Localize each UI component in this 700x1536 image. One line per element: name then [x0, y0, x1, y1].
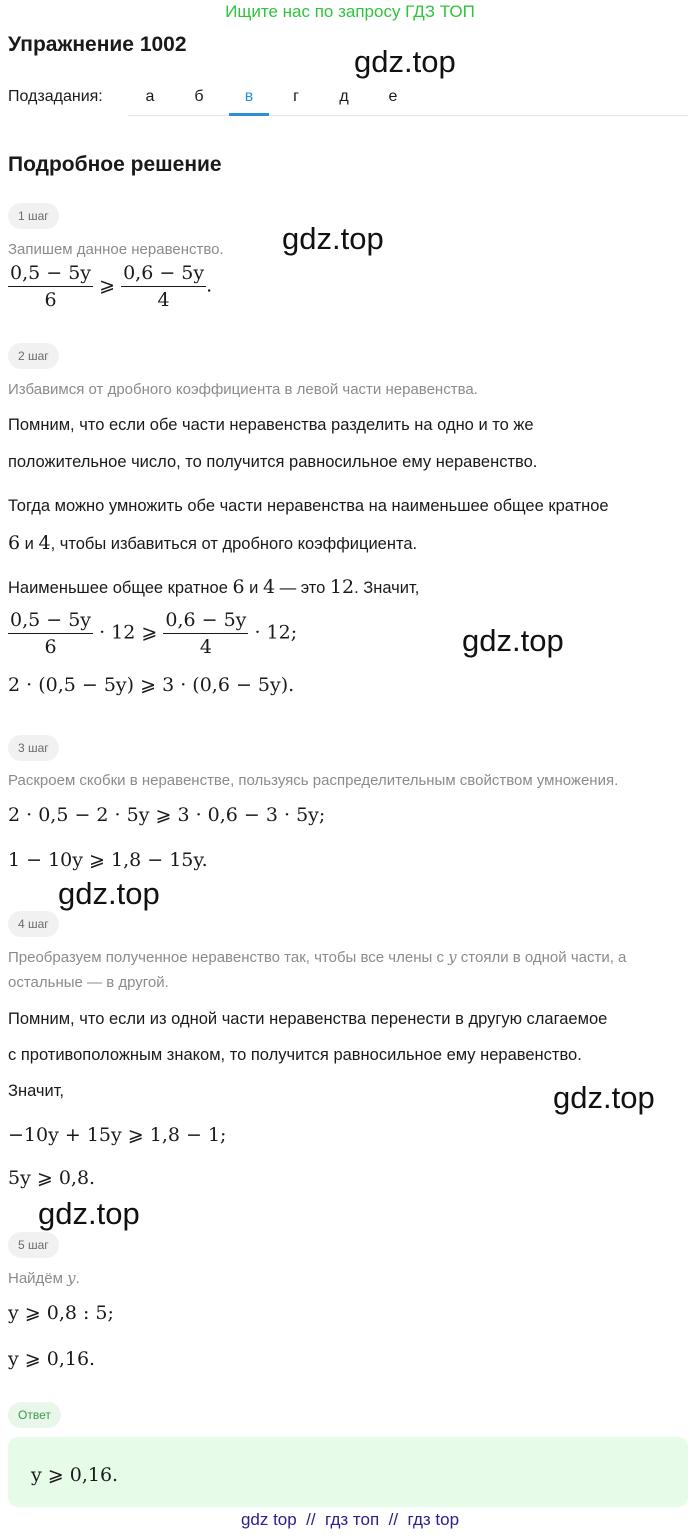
watermark: gdz.top: [38, 1196, 140, 1231]
step-caption: Раскроем скобки в неравенстве, пользуясь распределительным свойством умножения.: [8, 772, 619, 789]
watermark: gdz.top: [553, 1080, 655, 1115]
step-text: Значит,: [8, 1082, 65, 1100]
tab-e[interactable]: е: [388, 88, 398, 105]
tab-a[interactable]: а: [145, 88, 155, 105]
watermark: gdz.top: [462, 623, 564, 658]
fraction-right: $\frac{0,6 - 5y}{4}$: [123, 262, 205, 311]
step-badge: 1 шаг: [8, 203, 59, 229]
subtasks-label: Подзадания:: [8, 88, 103, 105]
step-caption: Найдём y.: [8, 1269, 80, 1287]
tab-b[interactable]: б: [194, 88, 204, 105]
step4-line1: −10y + 15y ⩾ 1,8 − 1;: [8, 1124, 227, 1146]
step-caption: Запишем данное неравенство.: [8, 241, 224, 258]
step1-formula: $\frac{0,5 - 5y}{6}$ ⩾ $\frac{0,6 - 5y}{4}$ .: [10, 262, 213, 311]
step-caption: Преобразуем полученное неравенство так, чтобы все члены с y стояли в одной части, а: [8, 948, 627, 966]
page-title: Упражнение 1002: [8, 33, 187, 56]
step5-line1: y ⩾ 0,8 : 5;: [8, 1302, 114, 1324]
step-text: Помним, что если обе части неравенства разделить на одно и то же: [8, 416, 534, 434]
watermark: gdz.top: [354, 44, 456, 79]
solution-heading: Подробное решение: [8, 153, 222, 176]
step-text: Тогда можно умножить обе части неравенства на наименьшее общее кратное: [8, 497, 609, 515]
tabs-divider: [128, 115, 688, 116]
answer-badge: Ответ: [8, 1402, 61, 1428]
step-text: с противоположным знаком, то получится равносильное ему неравенство.: [8, 1046, 582, 1064]
step-badge: 5 шаг: [8, 1232, 59, 1258]
answer-value: y ⩾ 0,16.: [31, 1464, 119, 1486]
step2-line: 2 · (0,5 − 5y) ⩾ 3 · (0,6 − 5y).: [8, 674, 295, 696]
step-text: Помним, что если из одной части неравенства перенести в другую слагаемое: [8, 1010, 608, 1028]
step-text: положительное число, то получится равносильное ему неравенство.: [8, 453, 538, 471]
step-text: 6 и 4, чтобы избавиться от дробного коэффициента.: [8, 532, 418, 554]
tab-v-active[interactable]: в: [244, 88, 254, 105]
fraction-left: $\frac{0,5 - 5y}{6}$: [10, 609, 92, 658]
step-text: Наименьшее общее кратное 6 и 4 — это 12. Значит,: [8, 576, 420, 598]
step-badge: 2 шаг: [8, 343, 59, 369]
fraction-right: $\frac{0,6 - 5y}{4}$: [165, 609, 247, 658]
step4-line2: 5y ⩾ 0,8.: [8, 1167, 96, 1189]
footer-links: gdz top // гдз топ // гдз top: [240, 1510, 460, 1529]
step3-line1: 2 · 0,5 − 2 · 5y ⩾ 3 · 0,6 − 3 · 5y;: [8, 804, 326, 826]
watermark: gdz.top: [282, 221, 384, 256]
step-badge: 3 шаг: [8, 735, 59, 761]
tab-g[interactable]: г: [293, 88, 299, 105]
active-tab-indicator: [229, 113, 269, 116]
watermark: gdz.top: [58, 876, 160, 911]
tab-d[interactable]: д: [339, 88, 349, 105]
step3-line2: 1 − 10y ⩾ 1,8 − 15y.: [8, 849, 208, 871]
step-caption: остальные — в другой.: [8, 974, 169, 991]
step5-line2: y ⩾ 0,16.: [8, 1348, 96, 1370]
search-banner: Ищите нас по запросу ГДЗ ТОП: [225, 2, 475, 21]
step-caption: Избавимся от дробного коэффициента в левой части неравенства.: [8, 381, 478, 398]
fraction-left: $\frac{0,5 - 5y}{6}$: [10, 262, 92, 311]
step-badge: 4 шаг: [8, 911, 59, 937]
step2-formula: $\frac{0,5 - 5y}{6}$ · 12 ⩾ $\frac{0,6 - 5y}{4}$ · 12;: [10, 609, 298, 658]
